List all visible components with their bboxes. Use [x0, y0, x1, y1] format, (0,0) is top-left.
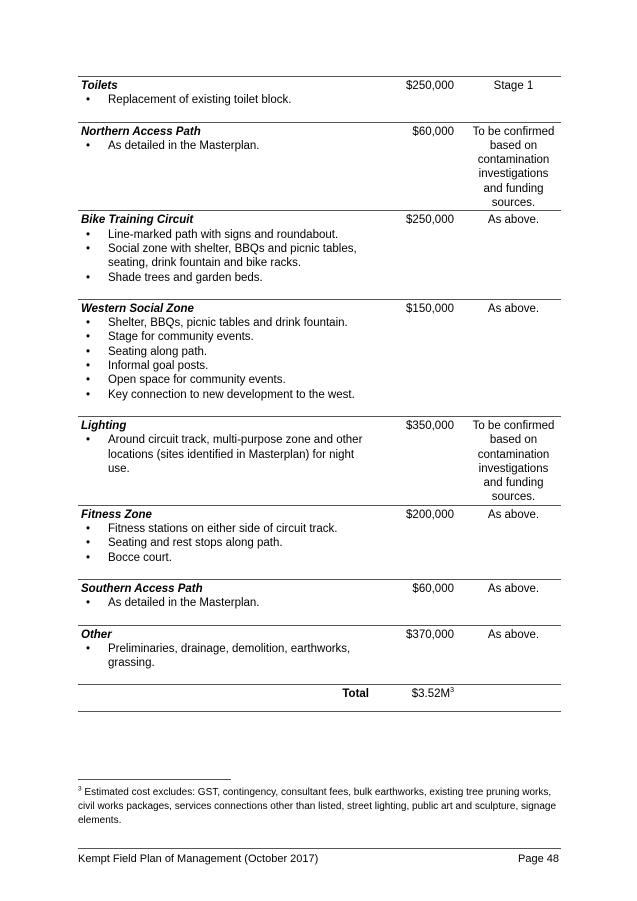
- item-cost: $370,000: [379, 625, 466, 685]
- item-title: Lighting: [81, 419, 127, 432]
- table-row: [78, 122, 561, 211]
- bullet-item: • Shelter, BBQs, picnic tables and drink fountain.: [81, 316, 376, 330]
- item-description: [78, 505, 379, 579]
- bullet-item: • Line-marked path with signs and roundabout.: [81, 228, 376, 242]
- item-description: [78, 122, 379, 211]
- item-cost: $60,000: [379, 579, 466, 625]
- bullet-list: [81, 139, 376, 153]
- item-timing: As above.: [466, 211, 561, 299]
- item-description: [78, 579, 379, 625]
- cost-estimate-table: [78, 76, 561, 712]
- total-row: [78, 685, 561, 712]
- item-cost: $60,000: [379, 122, 466, 211]
- bullet-item: • Replacement of existing toilet block.: [81, 93, 376, 107]
- bullet-item: • Open space for community events.: [81, 373, 376, 387]
- bullet-item: • Key connection to new development to the west.: [81, 388, 376, 402]
- total-timing-cell: [466, 685, 561, 712]
- item-timing: To be confirmed based on contamination investigations and funding sources.: [466, 416, 561, 505]
- bullet-item: • Shade trees and garden beds.: [81, 271, 376, 285]
- item-cost: $150,000: [379, 299, 466, 416]
- item-timing: Stage 1: [466, 77, 561, 123]
- bullet-list: [81, 433, 376, 476]
- bullet-item: • Bocce court.: [81, 551, 376, 565]
- total-value-cell: [379, 685, 466, 712]
- table-row: [78, 416, 561, 505]
- footer-divider: [78, 848, 561, 849]
- item-cost: $350,000: [379, 416, 466, 505]
- footnote-number: 3: [78, 785, 82, 793]
- item-description: [78, 416, 379, 505]
- table-row: [78, 77, 561, 123]
- table-row: [78, 211, 561, 299]
- bullet-item: • As detailed in the Masterplan.: [81, 596, 376, 610]
- bullet-item: • As detailed in the Masterplan.: [81, 139, 376, 153]
- item-title: Other: [81, 628, 112, 641]
- footer-document-title: Kempt Field Plan of Management (October 2017): [78, 853, 319, 865]
- bullet-list: [81, 596, 376, 610]
- item-timing: As above.: [466, 505, 561, 579]
- bullet-list: [81, 228, 376, 285]
- item-timing: As above.: [466, 625, 561, 685]
- bullet-list: [81, 642, 376, 671]
- item-title: Western Social Zone: [81, 302, 194, 315]
- bullet-item: • Informal goal posts.: [81, 359, 376, 373]
- item-timing: As above.: [466, 579, 561, 625]
- bullet-list: [81, 522, 376, 565]
- bullet-item: • Preliminaries, drainage, demolition, earthworks, grassing.: [81, 642, 376, 671]
- bullet-item: • Seating and rest stops along path.: [81, 536, 376, 550]
- bullet-item: • Seating along path.: [81, 345, 376, 359]
- total-label: Total: [78, 685, 379, 712]
- table-row: [78, 505, 561, 579]
- footer-page-number: Page 48: [518, 853, 559, 865]
- item-title: Toilets: [81, 80, 118, 92]
- item-title: Fitness Zone: [81, 508, 152, 521]
- item-cost: $250,000: [379, 211, 466, 299]
- item-cost: $250,000: [379, 77, 466, 123]
- item-description: [78, 211, 379, 299]
- table-row: [78, 625, 561, 685]
- item-cost: $200,000: [379, 505, 466, 579]
- item-timing: As above.: [466, 299, 561, 416]
- bullet-item: • Social zone with shelter, BBQs and picnic tables, seating, drink fountain and bike racks.: [81, 242, 376, 271]
- total-value: $3.52M: [411, 688, 451, 701]
- item-description: [78, 299, 379, 416]
- item-title: Northern Access Path: [81, 125, 201, 138]
- item-description: [78, 77, 379, 123]
- footnote-separator: [78, 779, 231, 780]
- item-description: [78, 625, 379, 685]
- bullet-item: • Around circuit track, multi-purpose zone and other locations (sites identified in Masterplan) for night use.: [81, 433, 376, 476]
- bullet-list: [81, 93, 376, 107]
- footnote-reference[interactable]: 3: [450, 687, 454, 695]
- bullet-item: • Stage for community events.: [81, 330, 376, 344]
- item-title: Southern Access Path: [81, 582, 203, 595]
- bullet-item: • Fitness stations on either side of circuit track.: [81, 522, 376, 536]
- bullet-list: [81, 316, 376, 402]
- item-timing: To be confirmed based on contamination investigations and funding sources.: [466, 122, 561, 211]
- table-row: [78, 299, 561, 416]
- item-title: Bike Training Circuit: [81, 214, 194, 227]
- table-row: [78, 579, 561, 625]
- footnote: [78, 786, 558, 828]
- footnote-text: Estimated cost excludes: GST, contingency, consultant fees, bulk earthworks, existing tree pruning works, civil works packages, services connections other than listed, street lighting, public art and sculpture, signage elements.: [78, 787, 557, 826]
